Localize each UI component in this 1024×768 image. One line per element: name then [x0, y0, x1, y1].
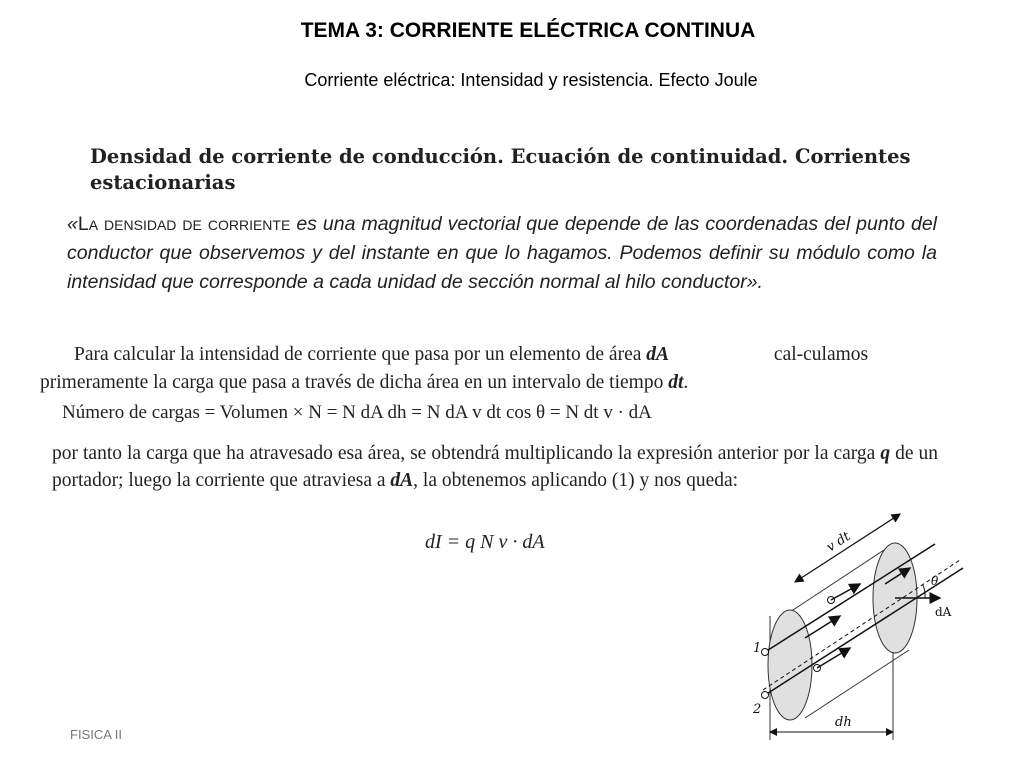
para1-text-a: Para calcular la intensidad de corriente que pasa por un elemento de área: [74, 344, 647, 365]
label-dA: dA: [935, 605, 952, 619]
para2-text-c: , la obtenemos aplicando (1) y nos queda:: [413, 470, 739, 491]
point-1: [762, 649, 769, 656]
quote-text: es una magnitud vectorial que depende de las coordenadas del punto del conductor que observemos y del instante en que lo hagamos. Podemos definir su módulo como la intensidad que corresponde a cada unidad de sección normal al hilo conductor».: [67, 213, 937, 293]
formula-number-of-charges: Número de cargas = Volumen × N = N dA dh = N dA v dt cos θ = N dt v · dA: [62, 402, 652, 423]
para1-end: .: [683, 372, 689, 393]
label-theta: θ: [931, 574, 939, 588]
quote-smallcaps: La densidad de corriente: [77, 213, 291, 235]
conductor-cylinder-diagram: [735, 500, 975, 750]
charge-arrow-a: [831, 584, 860, 600]
slide-subtitle: Corriente eléctrica: Intensidad y resistencia. Efecto Joule: [304, 70, 758, 90]
label-vdt: v dt: [824, 529, 854, 556]
charge-arrow-c: [805, 616, 840, 638]
para2-text-b: de un portador; luego la corriente que atraviesa a: [52, 443, 939, 491]
para2-dA: dA: [390, 470, 414, 491]
section-heading: Densidad de corriente de conducción. Ecuación de continuidad. Corrientes estacionarias: [90, 145, 911, 194]
formula-dI: dI = q N v · dA: [425, 531, 545, 553]
point-2: [762, 692, 769, 699]
para2-text-a: por tanto la carga que ha atravesado esa área, se obtendrá multiplicando la expresión anterior por la carga: [52, 443, 881, 464]
para1-dA: dA: [646, 344, 670, 365]
slide-title: TEMA 3: CORRIENTE ELÉCTRICA CONTINUA: [300, 19, 756, 42]
para1-text-b: cal-culamos primeramente la carga que pasa a través de dicha área en un intervalo de tiempo: [40, 344, 869, 393]
para2-q: q: [880, 443, 891, 464]
angle-arc: [923, 585, 925, 598]
paragraph-intensity: [40, 341, 940, 397]
para1-dt: dt: [668, 372, 684, 393]
label-1: 1: [753, 641, 762, 656]
label-2: 2: [753, 702, 762, 717]
paragraph-current: [52, 440, 938, 494]
label-dh: dh: [835, 715, 852, 730]
definition-quote: [67, 210, 937, 297]
quote-open: «: [67, 213, 78, 235]
slide-footer: FISICA II: [70, 727, 123, 742]
